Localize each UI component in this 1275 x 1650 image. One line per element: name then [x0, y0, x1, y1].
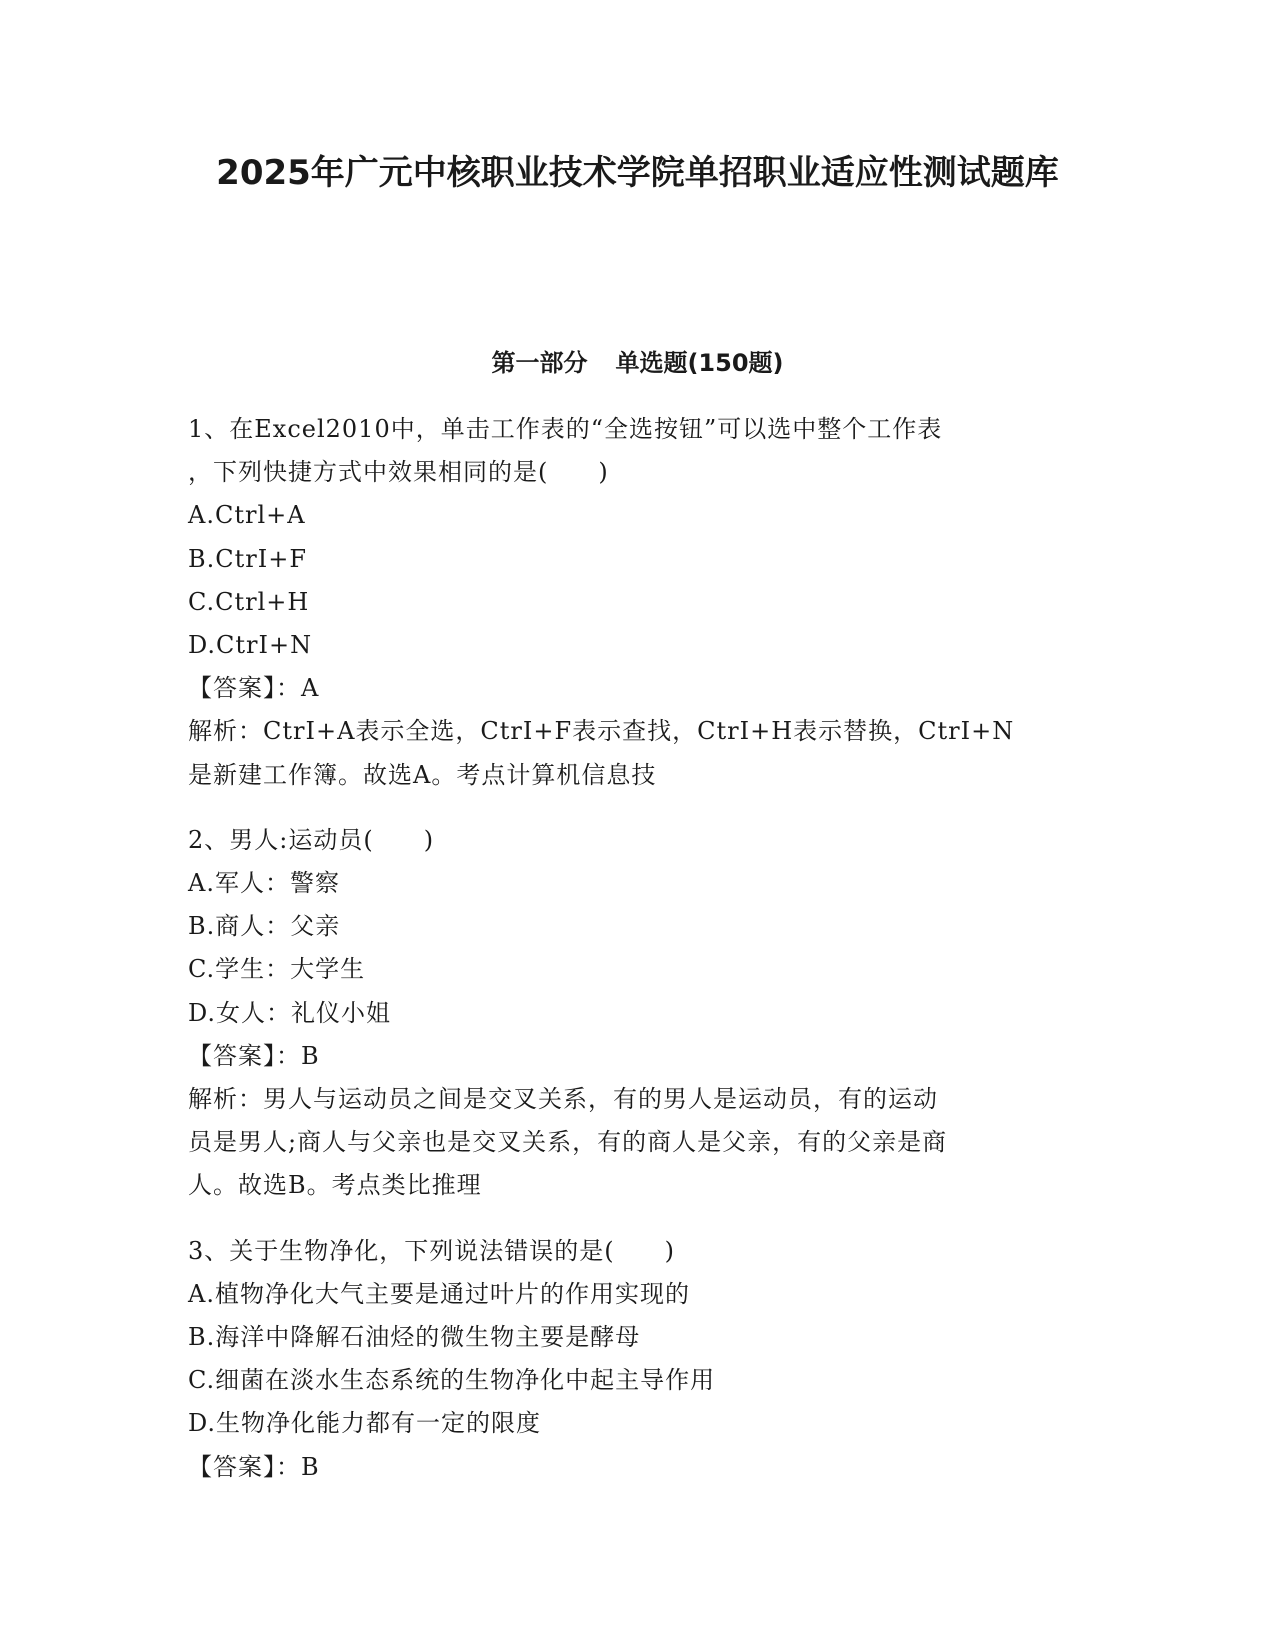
option-d: D.生物净化能力都有一定的限度	[188, 1409, 542, 1438]
question-list	[188, 408, 1088, 1511]
analysis-line: 解析：男人与运动员之间是交叉关系，有的男人是运动员，有的运动	[188, 1085, 938, 1114]
question-stem	[188, 819, 1088, 862]
document-title: 2025年广元中核职业技术学院单招职业适应性测试题库	[216, 153, 1059, 193]
stem-line: 2、男人:运动员( )	[188, 825, 435, 854]
stem-line: 3、关于生物净化，下列说法错误的是( )	[188, 1236, 675, 1265]
option-c: C.学生：大学生	[188, 955, 366, 984]
analysis-line: 员是男人;商人与父亲也是交叉关系，有的商人是父亲，有的父亲是商	[188, 1128, 948, 1157]
analysis-text	[188, 1078, 1088, 1208]
option-b: B.海洋中降解石油烃的微生物主要是酵母	[188, 1323, 641, 1352]
option-d: D.CtrI+N	[188, 631, 313, 660]
question-item	[188, 819, 1088, 1208]
answer-line: 【答案】：B	[188, 1041, 320, 1070]
analysis-line: 是新建工作簿。故选A。考点计算机信息技	[188, 760, 657, 789]
analysis-line: 解析：CtrI+A表示全选，CtrI+F表示查找，CtrI+H表示替换，CtrI+N	[188, 717, 1015, 746]
answer-line: 【答案】：A	[188, 674, 320, 703]
answer-line: 【答案】：B	[188, 1452, 320, 1481]
question-stem	[188, 408, 1088, 494]
analysis-line: 人。故选B。考点类比推理	[188, 1171, 482, 1200]
section-part-label: 第一部分	[491, 349, 588, 377]
option-a: A.植物净化大气主要是通过叶片的作用实现的	[188, 1279, 690, 1308]
analysis-text	[188, 710, 1088, 796]
question-item	[188, 1230, 1088, 1489]
option-b: B.商人：父亲	[188, 912, 341, 941]
option-c: C.细菌在淡水生态系统的生物净化中起主导作用	[188, 1366, 716, 1395]
option-a: A.Ctrl+A	[188, 501, 306, 530]
stem-line: 1、在Excel2010中，单击工作表的“全选按钮”可以选中整个工作表	[188, 415, 943, 443]
section-name-label: 单选题(150题)	[615, 349, 784, 377]
question-stem	[188, 1230, 1088, 1273]
option-a: A.军人：警察	[188, 869, 340, 898]
stem-line: ，下列快捷方式中效果相同的是( )	[188, 458, 609, 487]
option-c: C.Ctrl+H	[188, 587, 310, 616]
option-d: D.女人：礼仪小姐	[188, 998, 392, 1027]
option-b: B.CtrI+F	[188, 544, 307, 573]
section-heading	[150, 346, 1125, 380]
question-item	[188, 408, 1088, 797]
